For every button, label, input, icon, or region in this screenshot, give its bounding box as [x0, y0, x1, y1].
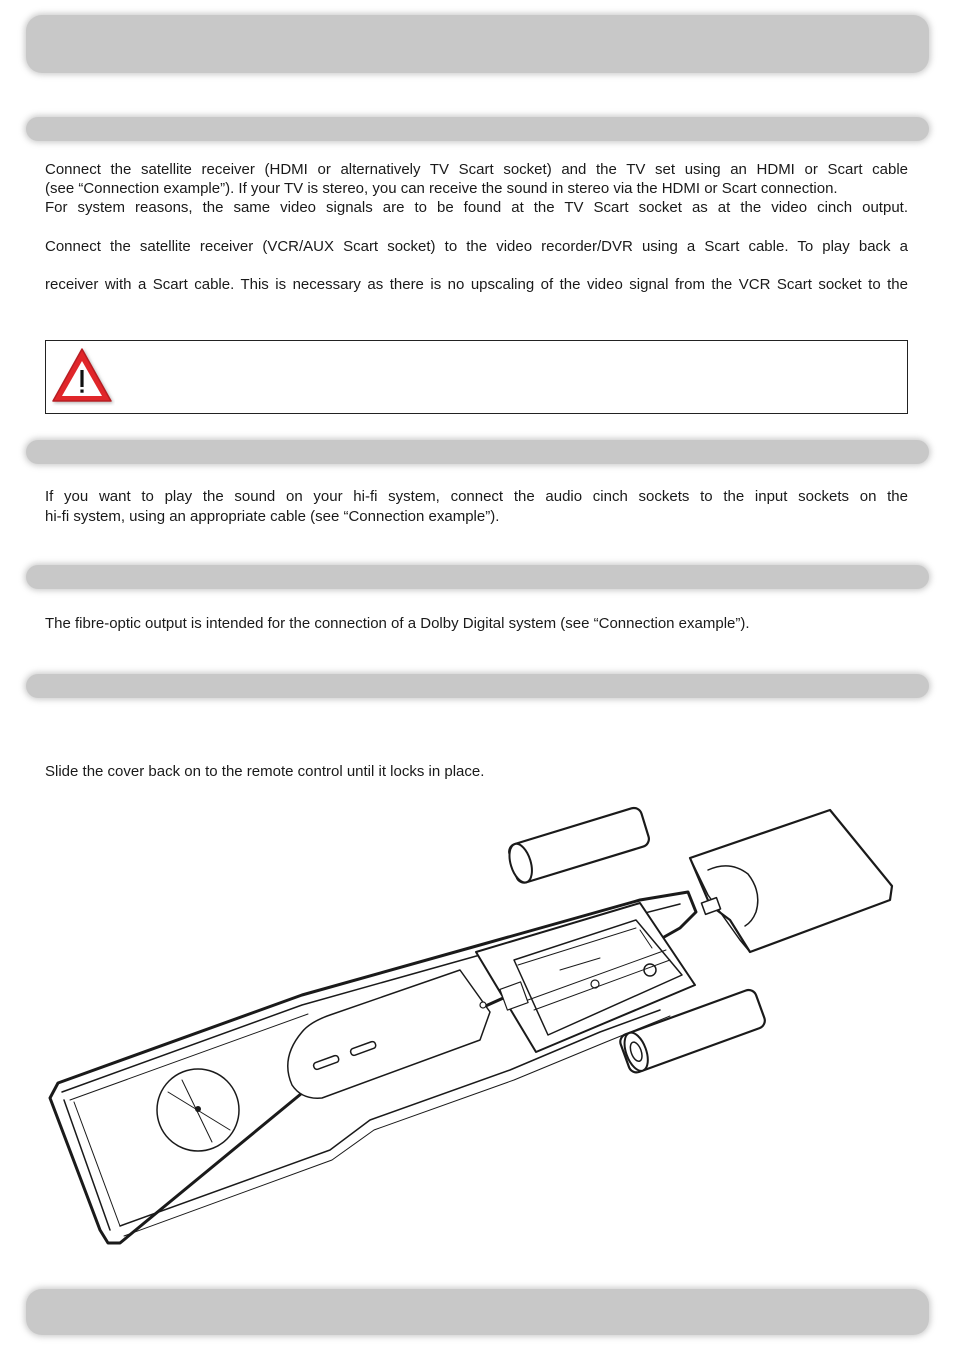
- hifi-paragraph-line-1: If you want to play the sound on your hi-fi system, connect the audio cinch sockets to the input sockets on the: [45, 488, 908, 505]
- warning-triangle-icon: [49, 344, 115, 406]
- battery-cover: [690, 810, 892, 952]
- section-header-tv-connection: [26, 117, 929, 141]
- section-header-batteries: [26, 674, 929, 698]
- vcr-paragraph-line-3: receiver with a Scart cable. This is necessary as there is no upscaling of the video signal from the VCR Scart socket to the: [45, 276, 908, 293]
- remote-control-battery-insertion-illustration: [40, 800, 910, 1250]
- page-footer-bar: [26, 1289, 929, 1335]
- hifi-paragraph-line-2: hi-fi system, using an appropriate cable (see “Connection example”).: [45, 508, 500, 525]
- tv-paragraph-line-1: Connect the satellite receiver (HDMI or alternatively TV Scart socket) and the TV set using an HDMI or Scart cable: [45, 161, 908, 178]
- tv-paragraph-line-3: For system reasons, the same video signals are to be found at the TV Scart socket as at the video cinch output.: [45, 199, 908, 216]
- section-header-optical: [26, 565, 929, 589]
- battery-paragraph: Slide the cover back on to the remote control until it locks in place.: [45, 763, 485, 780]
- section-header-hifi: [26, 440, 929, 464]
- warning-box: [45, 340, 908, 414]
- vcr-paragraph-line-1: Connect the satellite receiver (VCR/AUX Scart socket) to the video recorder/DVR using a Scart cable. To play back a: [45, 238, 908, 255]
- tv-paragraph-line-2: (see “Connection example”). If your TV is stereo, you can receive the sound in stereo via the HDMI or Scart connection.: [45, 180, 838, 197]
- page-header-bar: [26, 15, 929, 73]
- optical-paragraph: The fibre-optic output is intended for the connection of a Dolby Digital system (see “Connection example”).: [45, 615, 750, 632]
- battery-top: [505, 806, 651, 885]
